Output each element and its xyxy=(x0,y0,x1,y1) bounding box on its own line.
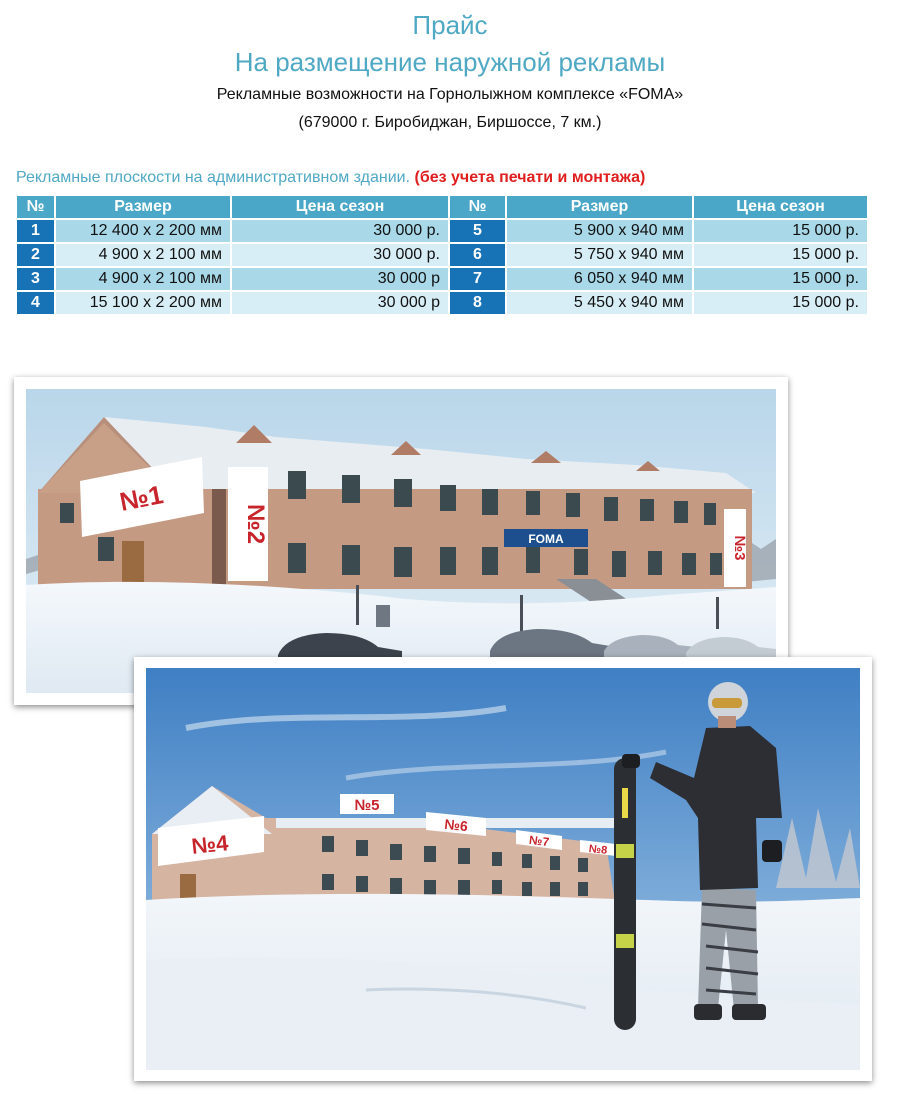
row-price-right: 15 000 р. xyxy=(694,244,867,266)
row-price-right: 15 000 р. xyxy=(694,220,867,242)
row-num-left: 2 xyxy=(17,244,54,266)
row-size-left: 4 900 х 2 100 мм xyxy=(56,244,230,266)
table-row xyxy=(17,244,867,266)
header-size-right: Размер xyxy=(507,196,692,218)
row-size-right: 5 750 х 940 мм xyxy=(507,244,692,266)
billboard-3 xyxy=(724,509,748,587)
page-heading: На размещение наружной рекламы xyxy=(234,47,666,77)
billboard-1-label: №1 xyxy=(117,479,166,517)
billboard-6-label: №6 xyxy=(443,815,469,835)
photo-snowboarder xyxy=(134,657,872,1081)
row-num-right: 8 xyxy=(450,292,505,314)
row-price-right: 15 000 р. xyxy=(694,292,867,314)
foma-sign: FOMA xyxy=(528,532,564,546)
table-header-row xyxy=(17,196,867,218)
row-num-right: 7 xyxy=(450,268,505,290)
row-price-right: 15 000 р. xyxy=(694,268,867,290)
row-num-left: 4 xyxy=(17,292,54,314)
row-size-right: 6 050 х 940 мм xyxy=(507,268,692,290)
row-size-left: 4 900 х 2 100 мм xyxy=(56,268,230,290)
billboard-8-label: №8 xyxy=(588,843,608,857)
billboard-7-label: №7 xyxy=(528,832,550,850)
billboard-2-label: №2 xyxy=(242,503,269,545)
row-num-right: 5 xyxy=(450,220,505,242)
row-size-left: 15 100 х 2 200 мм xyxy=(56,292,230,314)
table-row xyxy=(17,268,867,290)
header-price-right: Цена сезон xyxy=(694,196,867,218)
page-title: Прайс xyxy=(412,10,488,40)
row-price-left: 30 000 р. xyxy=(232,244,448,266)
row-size-right: 5 450 х 940 мм xyxy=(507,292,692,314)
header-size-left: Размер xyxy=(56,196,230,218)
billboard-4-label: №4 xyxy=(190,830,230,859)
billboard-5-label: №5 xyxy=(354,797,380,814)
row-size-right: 5 900 х 940 мм xyxy=(507,220,692,242)
price-table xyxy=(15,194,869,316)
page-subtitle: Рекламные возможности на Горнолыжном комплексе «FOMA» xyxy=(216,86,684,103)
row-num-left: 3 xyxy=(17,268,54,290)
row-size-left: 12 400 х 2 200 мм xyxy=(56,220,230,242)
section-note: (без учета печати и монтажа) xyxy=(414,169,646,186)
page-address: (679000 г. Биробиджан, Биршоссе, 7 км.) xyxy=(298,114,602,131)
row-price-left: 30 000 р xyxy=(232,268,448,290)
row-num-left: 1 xyxy=(17,220,54,242)
billboard-3-label: №3 xyxy=(731,535,748,561)
section-title-text: Рекламные плоскости на административном здании. xyxy=(16,169,411,186)
row-price-left: 30 000 р. xyxy=(232,220,448,242)
row-num-right: 6 xyxy=(450,244,505,266)
section-title xyxy=(16,168,645,188)
header-num-right: № xyxy=(450,196,505,218)
building-photo xyxy=(26,389,776,693)
header-price-left: Цена сезон xyxy=(232,196,448,218)
photo-admin-building xyxy=(14,377,788,705)
table-row xyxy=(17,292,867,314)
row-price-left: 30 000 р xyxy=(232,292,448,314)
header-num-left: № xyxy=(17,196,54,218)
table-row xyxy=(17,220,867,242)
snowboarder-photo xyxy=(146,668,860,1070)
billboard-2 xyxy=(228,467,269,581)
billboard-5 xyxy=(340,794,394,814)
